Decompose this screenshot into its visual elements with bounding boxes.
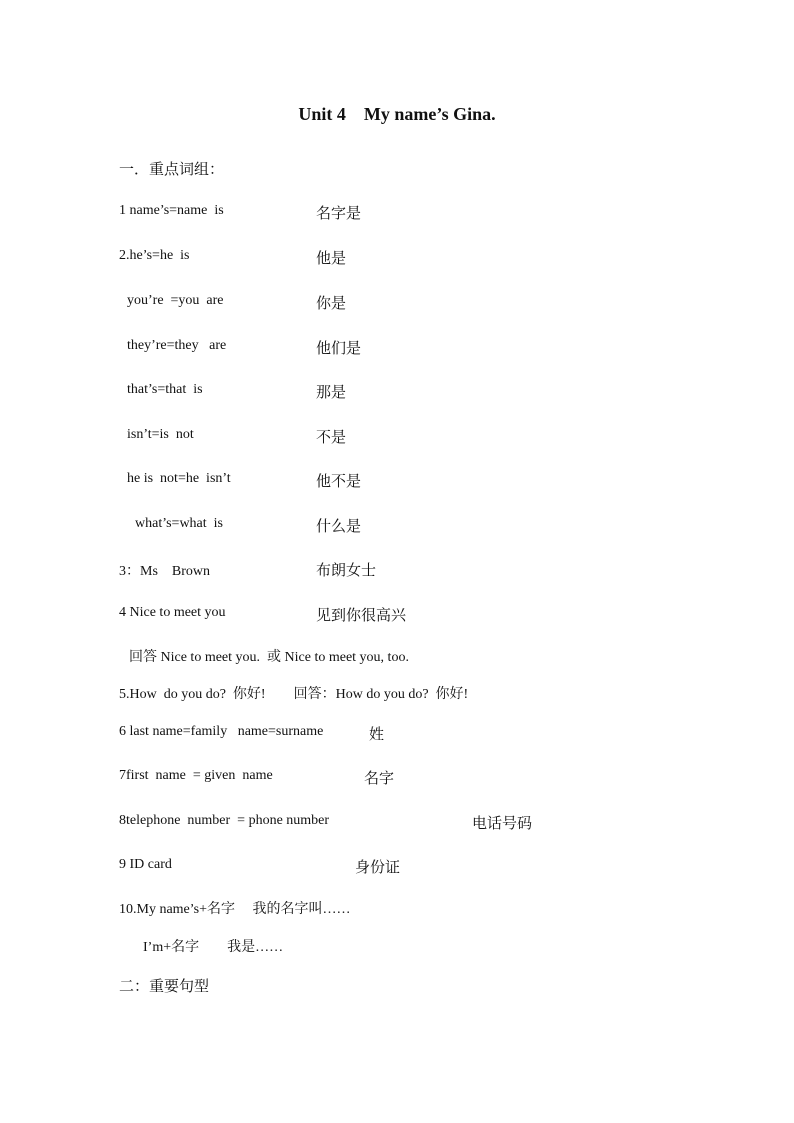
phrase-chinese: 什么是: [316, 517, 362, 535]
phrase-chinese: 名字是: [316, 204, 362, 222]
phrase-english: what’s=what is: [135, 516, 223, 531]
phrase-english: 9 ID card: [119, 857, 172, 872]
phrase-english: 6 last name=family name=surname: [119, 724, 324, 739]
phrase-chinese: 那是: [316, 383, 347, 401]
phrase-english: they’re=they are: [127, 338, 227, 353]
reply-line: 回答 Nice to meet you. 或 Nice to meet you, too.: [129, 650, 409, 665]
phrase-english: isn’t=is not: [127, 427, 194, 442]
greeting-line: 5.How do you do? 你好! 回答：How do you do? 你好!: [119, 687, 469, 702]
phrase-english: 7first name = given name: [119, 768, 273, 783]
phrase-chinese: 姓: [369, 725, 385, 743]
phrase-chinese: 他是: [316, 249, 347, 267]
phrase-english: 3：Ms Brown: [119, 564, 211, 579]
phrase-english: 4 Nice to meet you: [119, 605, 226, 620]
phrase-english: that’s=that is: [127, 382, 203, 397]
phrase-english: 2.he’s=he is: [119, 248, 190, 263]
phrase-chinese: 身份证: [355, 858, 401, 876]
name-pattern-line: I’m+名字 我是……: [143, 940, 284, 955]
page-title: Unit 4 My name’s Gina.: [298, 104, 496, 124]
phrase-english: he is not=he isn’t: [127, 471, 231, 486]
phrase-chinese: 他们是: [316, 339, 362, 357]
phrase-chinese: 布朗女士: [316, 561, 377, 579]
name-pattern-line: 10.My name’s+名字 我的名字叫……: [119, 902, 351, 917]
phrase-english: you’re =you are: [127, 293, 224, 308]
phrase-chinese: 不是: [316, 428, 347, 446]
phrase-chinese: 见到你很高兴: [316, 606, 407, 624]
phrase-chinese: 你是: [316, 294, 347, 312]
phrase-english: 1 name’s=name is: [119, 203, 224, 218]
phrase-english: 8telephone number = phone number: [119, 813, 330, 828]
section-heading-key-sentences: 二：重要句型: [119, 977, 210, 995]
section-heading-key-phrases: 一．重点词组：: [119, 160, 225, 178]
phrase-chinese: 名字: [364, 769, 395, 787]
phrase-chinese: 他不是: [316, 472, 362, 490]
phrase-chinese: 电话号码: [472, 814, 533, 832]
